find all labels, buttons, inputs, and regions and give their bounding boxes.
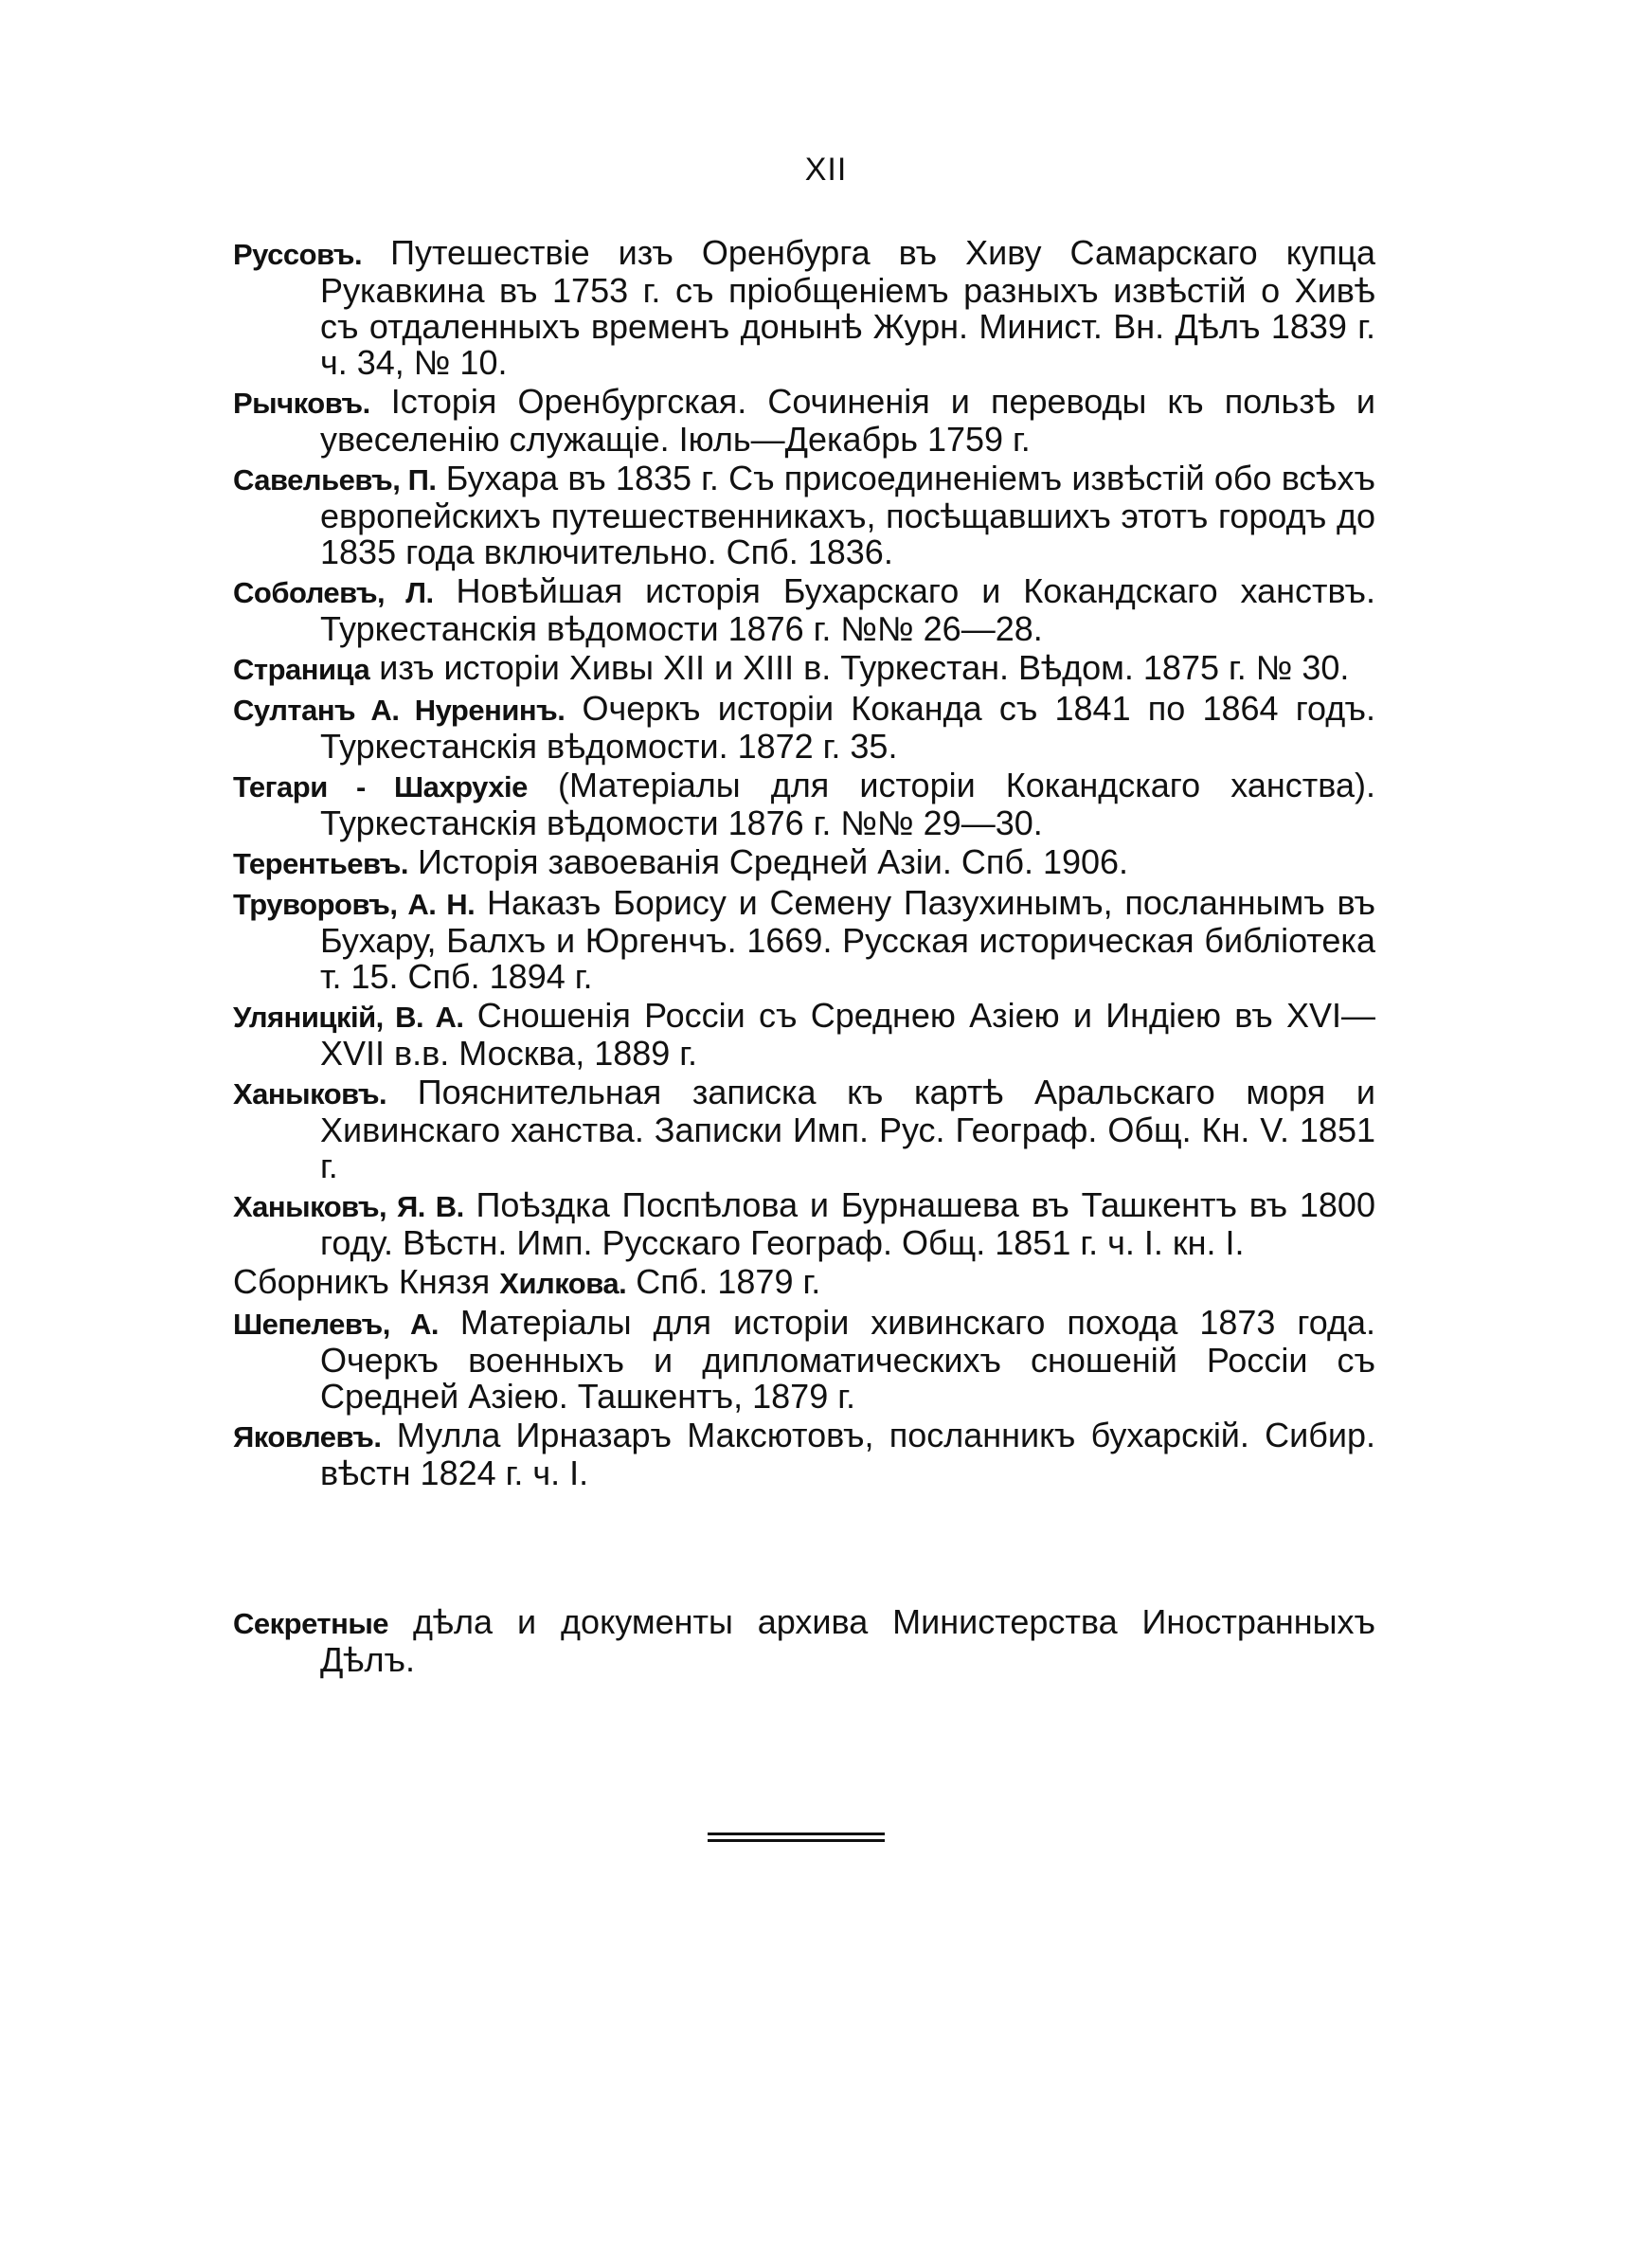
entry-author: Терентьевъ. <box>233 847 409 880</box>
entry-text: Спб. 1879 г. <box>636 1262 821 1301</box>
page-number: XII <box>804 152 848 188</box>
entry-author: Султанъ А. Нуренинъ. <box>233 694 566 727</box>
entry-author: Хилкова. <box>499 1267 627 1300</box>
entry-author: Руссовъ. <box>233 238 363 271</box>
divider-line-top <box>708 1833 885 1835</box>
bibliography-list <box>233 235 1375 1494</box>
entry-text: Сношенія Россіи съ Среднею Азіею и Индіею въ XVI—XVII в.в. Москва, 1889 г. <box>320 996 1375 1073</box>
bibliography-entry <box>233 1305 1375 1415</box>
bibliography-entry <box>233 1417 1375 1491</box>
entry-author: Тегари - Шахрухіе <box>233 770 528 803</box>
archive-entry <box>233 1604 1375 1678</box>
archive-note <box>233 1604 1375 1681</box>
entry-text: Очеркъ исторіи Коканда съ 1841 по 1864 годъ. Туркестанскія вѣдомости. 1872 г. 35. <box>320 689 1375 766</box>
entry-author: Рычковъ. <box>233 387 370 420</box>
entry-author: Ханыковъ. <box>233 1077 387 1110</box>
entry-author: Труворовъ, А. Н. <box>233 888 476 921</box>
entry-text: изъ исторіи Хивы XII и XIII в. Туркестан. Вѣдом. 1875 г. № 30. <box>379 648 1350 687</box>
entry-text: Путешествіе изъ Оренбурга въ Хиву Самарскаго купца Рукавкина въ 1753 г. съ пріобщеніемъ разныхъ извѣстій о Хивѣ съ отдаленныхъ временъ донынѣ Журн. Минист. Вн. Дѣлъ 1839 г. ч. 34, № 10. <box>320 233 1375 382</box>
bibliography-entry <box>233 573 1375 647</box>
bibliography-entry <box>233 1187 1375 1261</box>
entry-author: Шепелевъ, А. <box>233 1308 439 1341</box>
entry-text: Наказъ Борису и Семену Пазухинымъ, посланнымъ въ Бухару, Балхъ и Юргенчъ. 1669. Русская историческая библіотека т. 15. Спб. 1894 г. <box>320 883 1375 996</box>
archive-note-text: дѣла и документы архива Министерства Иностранныхъ Дѣлъ. <box>320 1602 1375 1679</box>
entry-text: (Матеріалы для исторіи Кокандскаго ханства). Туркестанскія вѣдомости 1876 г. №№ 29—30. <box>320 766 1375 842</box>
bibliography-entry <box>233 885 1375 995</box>
entry-author: Ханыковъ, Я. В. <box>233 1190 464 1223</box>
entry-prefix: Сборникъ Князя <box>233 1262 491 1301</box>
double-rule-divider <box>708 1833 885 1842</box>
entry-author: Страница <box>233 653 370 686</box>
entry-author: Савельевъ, П. <box>233 463 437 497</box>
bibliography-entry <box>233 1264 1375 1302</box>
bibliography-entry <box>233 998 1375 1072</box>
bibliography-entry <box>233 650 1375 688</box>
entry-text: Исторія завоеванія Средней Азіи. Спб. 1906. <box>418 842 1129 881</box>
entry-author: Яковлевъ. <box>233 1420 382 1454</box>
bibliography-entry <box>233 767 1375 841</box>
entry-text: Матеріалы для исторіи хивинскаго похода 1873 года. Очеркъ военныхъ и дипломатическихъ сношеній Россіи съ Средней Азіею. Ташкентъ, 1879 г. <box>320 1303 1375 1416</box>
entry-author: Уляницкій, В. А. <box>233 1001 464 1034</box>
divider-line-bottom <box>708 1839 885 1842</box>
entry-text: Мулла Ирназаръ Максютовъ, посланникъ бухарскій. Сибир. вѣстн 1824 г. ч. I. <box>320 1416 1375 1492</box>
bibliography-entry <box>233 384 1375 458</box>
entry-text: Новѣйшая исторія Бухарскаго и Кокандскаго ханствъ. Туркестанскія вѣдомости 1876 г. №№ 26—28. <box>320 571 1375 648</box>
bibliography-entry <box>233 1074 1375 1184</box>
bibliography-entry <box>233 844 1375 882</box>
entry-text: Поѣздка Поспѣлова и Бурнашева въ Ташкентъ въ 1800 году. Вѣстн. Имп. Русскаго Географ. Общ. 1851 г. ч. I. кн. I. <box>320 1185 1375 1262</box>
entry-text: Бухара въ 1835 г. Съ присоединеніемъ извѣстій обо всѣхъ европейскихъ путешественникахъ, посѣщавшихъ этотъ городъ до 1835 года включительно. Спб. 1836. <box>320 459 1375 571</box>
bibliography-entry <box>233 460 1375 570</box>
bibliography-entry <box>233 691 1375 765</box>
entry-text: Іcторія Оренбургская. Сочиненія и переводы къ пользѣ и увеселенію служащіе. Іюль—Декабрь 1759 г. <box>320 382 1375 459</box>
bibliography-entry <box>233 235 1375 381</box>
entry-author: Соболевъ, Л. <box>233 576 434 609</box>
entry-text: Пояснительная записка къ картѣ Аральскаго моря и Хивинскаго ханства. Записки Имп. Рус. Географ. Общ. Кн. V. 1851 г. <box>320 1073 1375 1185</box>
archive-note-author: Секретные <box>233 1607 389 1640</box>
